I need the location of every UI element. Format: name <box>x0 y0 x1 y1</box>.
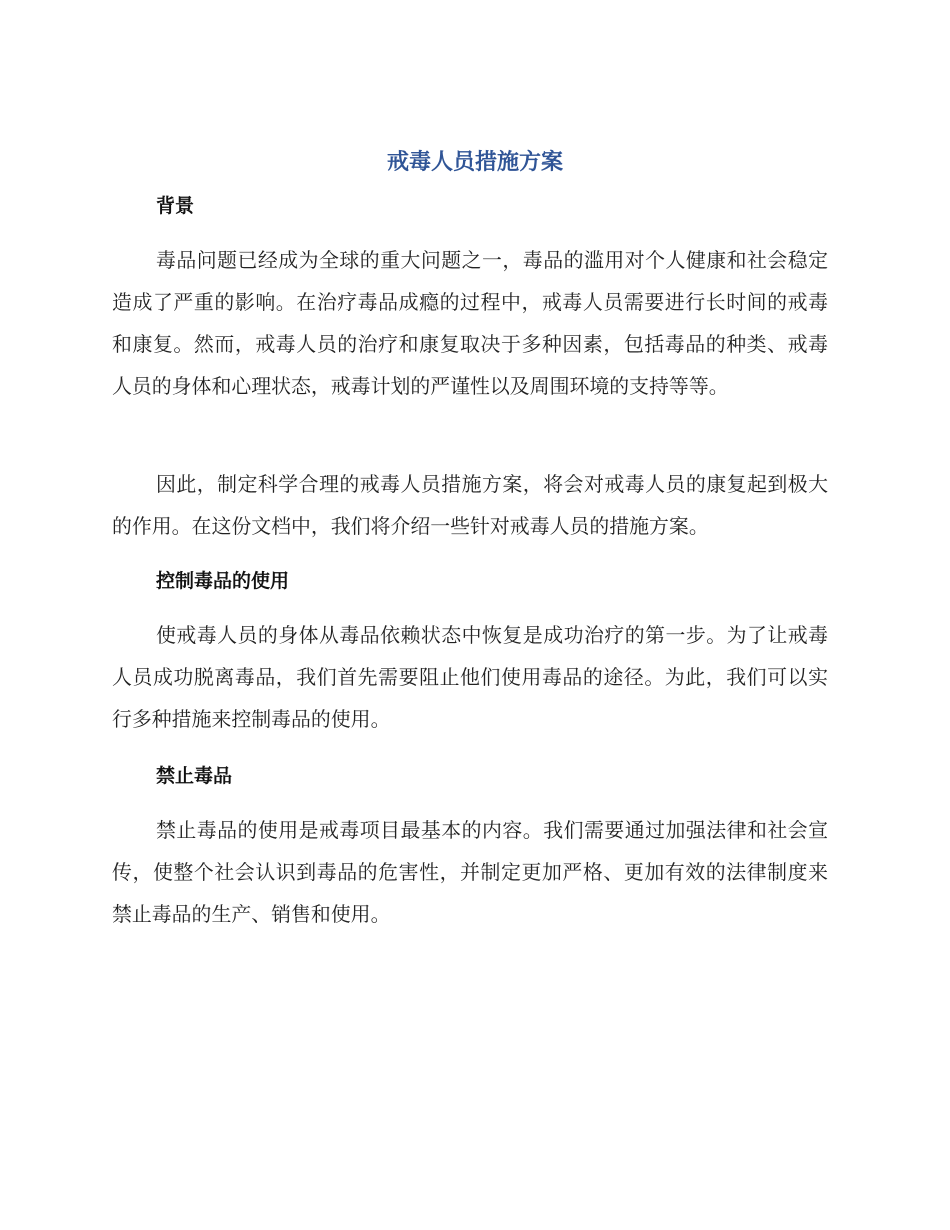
section-heading-background: 背景 <box>156 195 195 217</box>
background-paragraph-2: 因此，制定科学合理的戒毒人员措施方案，将会对戒毒人员的康复起到极大的作用。在这份文档中，我们将介绍一些针对戒毒人员的措施方案。 <box>112 473 828 538</box>
section-heading-ban-drugs: 禁止毒品 <box>156 765 233 787</box>
ban-drugs-paragraph: 禁止毒品的使用是戒毒项目最基本的内容。我们需要通过加强法律和社会宣传，使整个社会认识到毒品的危害性，并制定更加严格、更加有效的法律制度来禁止毒品的生产、销售和使用。 <box>112 819 828 926</box>
section-heading-control-drug-use: 控制毒品的使用 <box>156 570 290 592</box>
control-drug-use-paragraph: 使戒毒人员的身体从毒品依赖状态中恢复是成功治疗的第一步。为了让戒毒人员成功脱离毒品，我们首先需要阻止他们使用毒品的途径。为此，我们可以实行多种措施来控制毒品的使用。 <box>112 624 828 731</box>
background-paragraph-1: 毒品问题已经成为全球的重大问题之一，毒品的滥用对个人健康和社会稳定造成了严重的影响。在治疗毒品成瘾的过程中，戒毒人员需要进行长时间的戒毒和康复。然而，戒毒人员的治疗和康复取决于多种因素，包括毒品的种类、戒毒人员的身体和心理状态，戒毒计划的严谨性以及周围环境的支持等等。 <box>112 249 828 398</box>
document-title: 戒毒人员措施方案 <box>386 150 563 175</box>
